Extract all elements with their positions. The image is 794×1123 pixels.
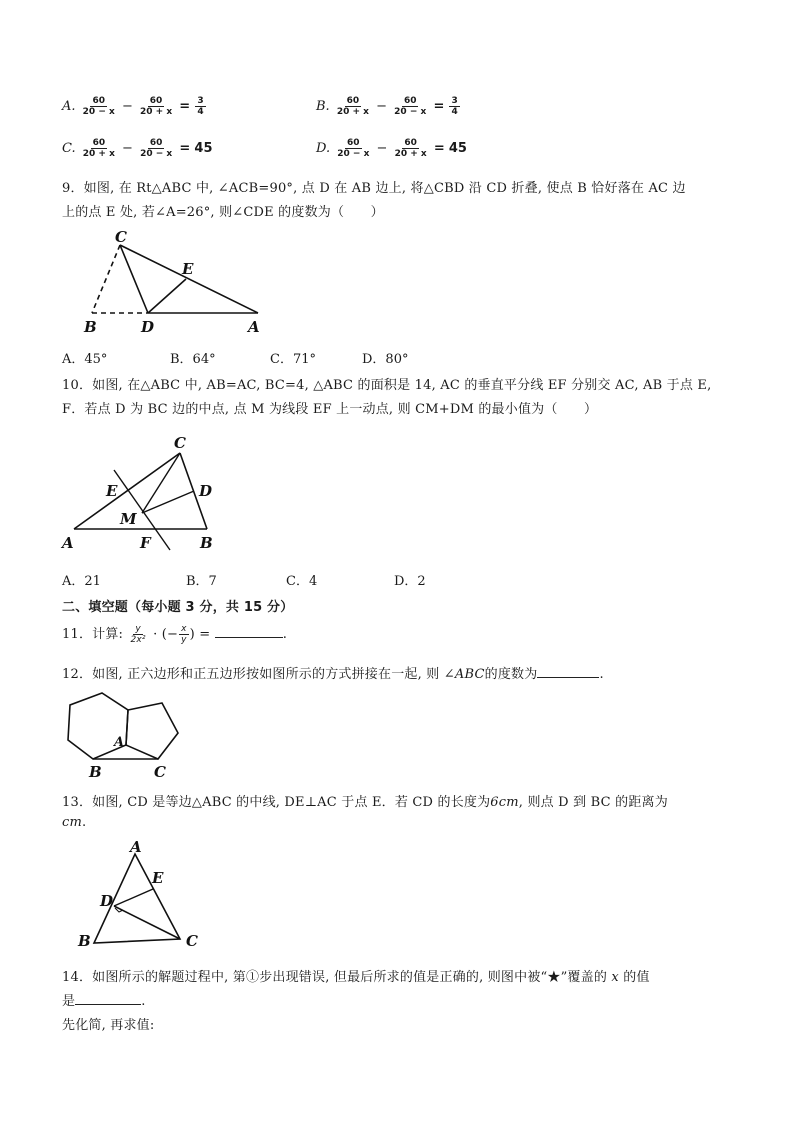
- paren-close: ): [189, 627, 195, 642]
- q14-text: 是: [62, 994, 76, 1009]
- label-b: B: [78, 932, 91, 950]
- fraction: [81, 138, 117, 159]
- q10-option-a: A．21: [62, 574, 101, 589]
- q9-option-c: C．71°: [270, 352, 316, 367]
- operator: −: [376, 99, 388, 114]
- q9-option-b: B．64°: [170, 352, 216, 367]
- denominator: 20 − x: [394, 107, 427, 117]
- q13-line-1: [62, 791, 668, 810]
- fraction: [335, 138, 371, 159]
- operator: =: [199, 627, 211, 642]
- q10-option-b: B．7: [186, 574, 217, 589]
- fraction: [179, 624, 189, 645]
- q9-figure: [78, 226, 278, 338]
- option-letter: A.: [62, 99, 76, 114]
- rhs-value: 45: [194, 141, 213, 156]
- angle-name: ABC: [454, 667, 485, 682]
- q8-option-d: [316, 138, 467, 159]
- denominator: 20 − x: [140, 149, 173, 159]
- segment-de: [114, 889, 153, 906]
- numerator: y: [135, 624, 141, 634]
- option-letter: C.: [62, 141, 76, 156]
- q12-text: 12．如图, 正六边形和正五边形按如图所示的方式拼接在一起, 则 ∠: [62, 667, 455, 682]
- operator: ·: [153, 627, 158, 642]
- label-b: B: [89, 763, 102, 780]
- fraction: [81, 96, 117, 117]
- numerator: 60: [403, 96, 417, 106]
- denominator: 4: [197, 107, 204, 117]
- fraction: [138, 138, 174, 159]
- q8-option-b: [316, 96, 461, 117]
- label-f: F: [140, 534, 151, 552]
- label-e: E: [106, 482, 118, 500]
- label-m: M: [120, 510, 137, 528]
- label-c: C: [186, 932, 198, 950]
- label-e: E: [152, 869, 164, 887]
- denominator: 20 − x: [82, 107, 115, 117]
- operator: =: [179, 99, 191, 114]
- fraction: [393, 138, 429, 159]
- numerator: 60: [149, 96, 163, 106]
- q13-line-2: [62, 815, 86, 830]
- period: .: [282, 627, 288, 642]
- answer-blank: [537, 677, 599, 678]
- label-a: A: [62, 534, 74, 552]
- fraction: [195, 96, 205, 117]
- q13-text-after: , 则点 D 到 BC 的距离为: [518, 795, 668, 810]
- segment-ca: [120, 245, 258, 313]
- label-a: A: [248, 318, 260, 336]
- section-title: 二、填空题（每小题 3 分，共 15 分）: [62, 600, 294, 615]
- q14-text-after: 的值: [623, 970, 650, 985]
- label-d: D: [141, 318, 155, 336]
- operator: =: [179, 141, 191, 156]
- answer-blank: [75, 1004, 141, 1005]
- numerator: x: [181, 624, 187, 634]
- q8-option-c: [62, 138, 213, 159]
- segment-cd: [120, 245, 148, 313]
- variable: x: [611, 970, 619, 985]
- label-a: A: [114, 735, 125, 750]
- denominator: 20 + x: [82, 149, 115, 159]
- q9-option-a: A．45°: [62, 352, 108, 367]
- numerator: 3: [451, 96, 458, 106]
- segment-cm: [142, 453, 180, 513]
- q10-line-2: F．若点 D 为 BC 边的中点, 点 M 为线段 EF 上一动点, 则 CM+DM 的最小值为（ ）: [62, 402, 598, 417]
- operator: −: [121, 99, 133, 114]
- q8-option-a: [62, 96, 207, 117]
- fraction: [128, 624, 147, 645]
- fraction: [392, 96, 428, 117]
- segment-md: [142, 491, 194, 513]
- q9-line-2: 上的点 E 处, 若∠A=26°, 则∠CDE 的度数为（ ）: [62, 205, 384, 220]
- denominator: 20 + x: [336, 107, 369, 117]
- paren-open: (−: [161, 627, 179, 642]
- operator: =: [433, 99, 445, 114]
- label-b: B: [200, 534, 213, 552]
- label-d: D: [100, 892, 114, 910]
- label-b: B: [84, 318, 97, 336]
- q10-figure: [58, 430, 228, 554]
- period: .: [599, 667, 604, 682]
- operator: =: [433, 141, 445, 156]
- q13-text: 13．如图, CD 是等边△ABC 的中线, DE⊥AC 于点 E．若 CD 的长度为: [62, 795, 491, 810]
- numerator: 3: [197, 96, 204, 106]
- numerator: 60: [92, 138, 106, 148]
- length-value: 6cm: [490, 795, 519, 810]
- denominator: 20 + x: [140, 107, 173, 117]
- period: .: [141, 994, 146, 1009]
- q14-line-3: 先化简, 再求值:: [62, 1018, 155, 1033]
- pentagon: [126, 703, 178, 759]
- q13-figure: [72, 840, 212, 952]
- denominator: 4: [451, 107, 458, 117]
- numerator: 60: [92, 96, 105, 106]
- operator: −: [376, 141, 388, 156]
- q11-prefix: 11．计算:: [62, 627, 124, 642]
- label-c: C: [115, 228, 127, 246]
- label-c: C: [154, 763, 166, 780]
- label-e: E: [182, 260, 194, 278]
- denominator: 20 + x: [394, 149, 427, 159]
- segment-cd: [114, 906, 180, 939]
- unit: cm: [62, 815, 83, 830]
- option-letter: B.: [316, 99, 330, 114]
- numerator: 60: [347, 138, 360, 148]
- label-d: D: [199, 482, 213, 500]
- q12-text-after: 的度数为: [484, 667, 538, 682]
- label-a: A: [130, 840, 142, 856]
- q9-option-d: D．80°: [362, 352, 409, 367]
- rhs-value: 45: [448, 141, 467, 156]
- numerator: 60: [346, 96, 360, 106]
- denominator: y: [181, 635, 187, 645]
- dashed-line-cb: [92, 245, 120, 313]
- period: .: [82, 815, 87, 830]
- fraction: [335, 96, 371, 117]
- operator: −: [122, 141, 133, 156]
- q14-line-1: [62, 966, 650, 985]
- numerator: 60: [149, 138, 163, 148]
- q14-line-2: [62, 990, 146, 1009]
- fraction: [449, 96, 459, 117]
- segment-de: [148, 279, 186, 313]
- q10-line-1: 10．如图, 在△ABC 中, AB=AC, BC=4, △ABC 的面积是 14, AC 的垂直平分线 EF 分别交 AC, AB 于点 E,: [62, 378, 712, 393]
- q10-option-c: C．4: [286, 574, 318, 589]
- q12-figure: [60, 688, 190, 780]
- q10-option-d: D．2: [394, 574, 426, 589]
- q14-text: 14．如图所示的解题过程中, 第①步出现错误, 但最后所求的值是正确的, 则图中被“★”覆盖的: [62, 970, 608, 985]
- label-c: C: [174, 434, 186, 452]
- numerator: 60: [404, 138, 417, 148]
- option-letter: D.: [316, 141, 331, 156]
- q12-line: [62, 663, 604, 682]
- q11-line: [62, 623, 287, 645]
- fraction: [138, 96, 174, 117]
- q9-line-1: 9．如图, 在 Rt△ABC 中, ∠ACB=90°, 点 D 在 AB 边上, 将△CBD 沿 CD 折叠, 使点 B 恰好落在 AC 边: [62, 181, 686, 196]
- answer-blank: [215, 637, 283, 638]
- denominator: 2x²: [130, 635, 146, 645]
- denominator: 20 − x: [337, 149, 370, 159]
